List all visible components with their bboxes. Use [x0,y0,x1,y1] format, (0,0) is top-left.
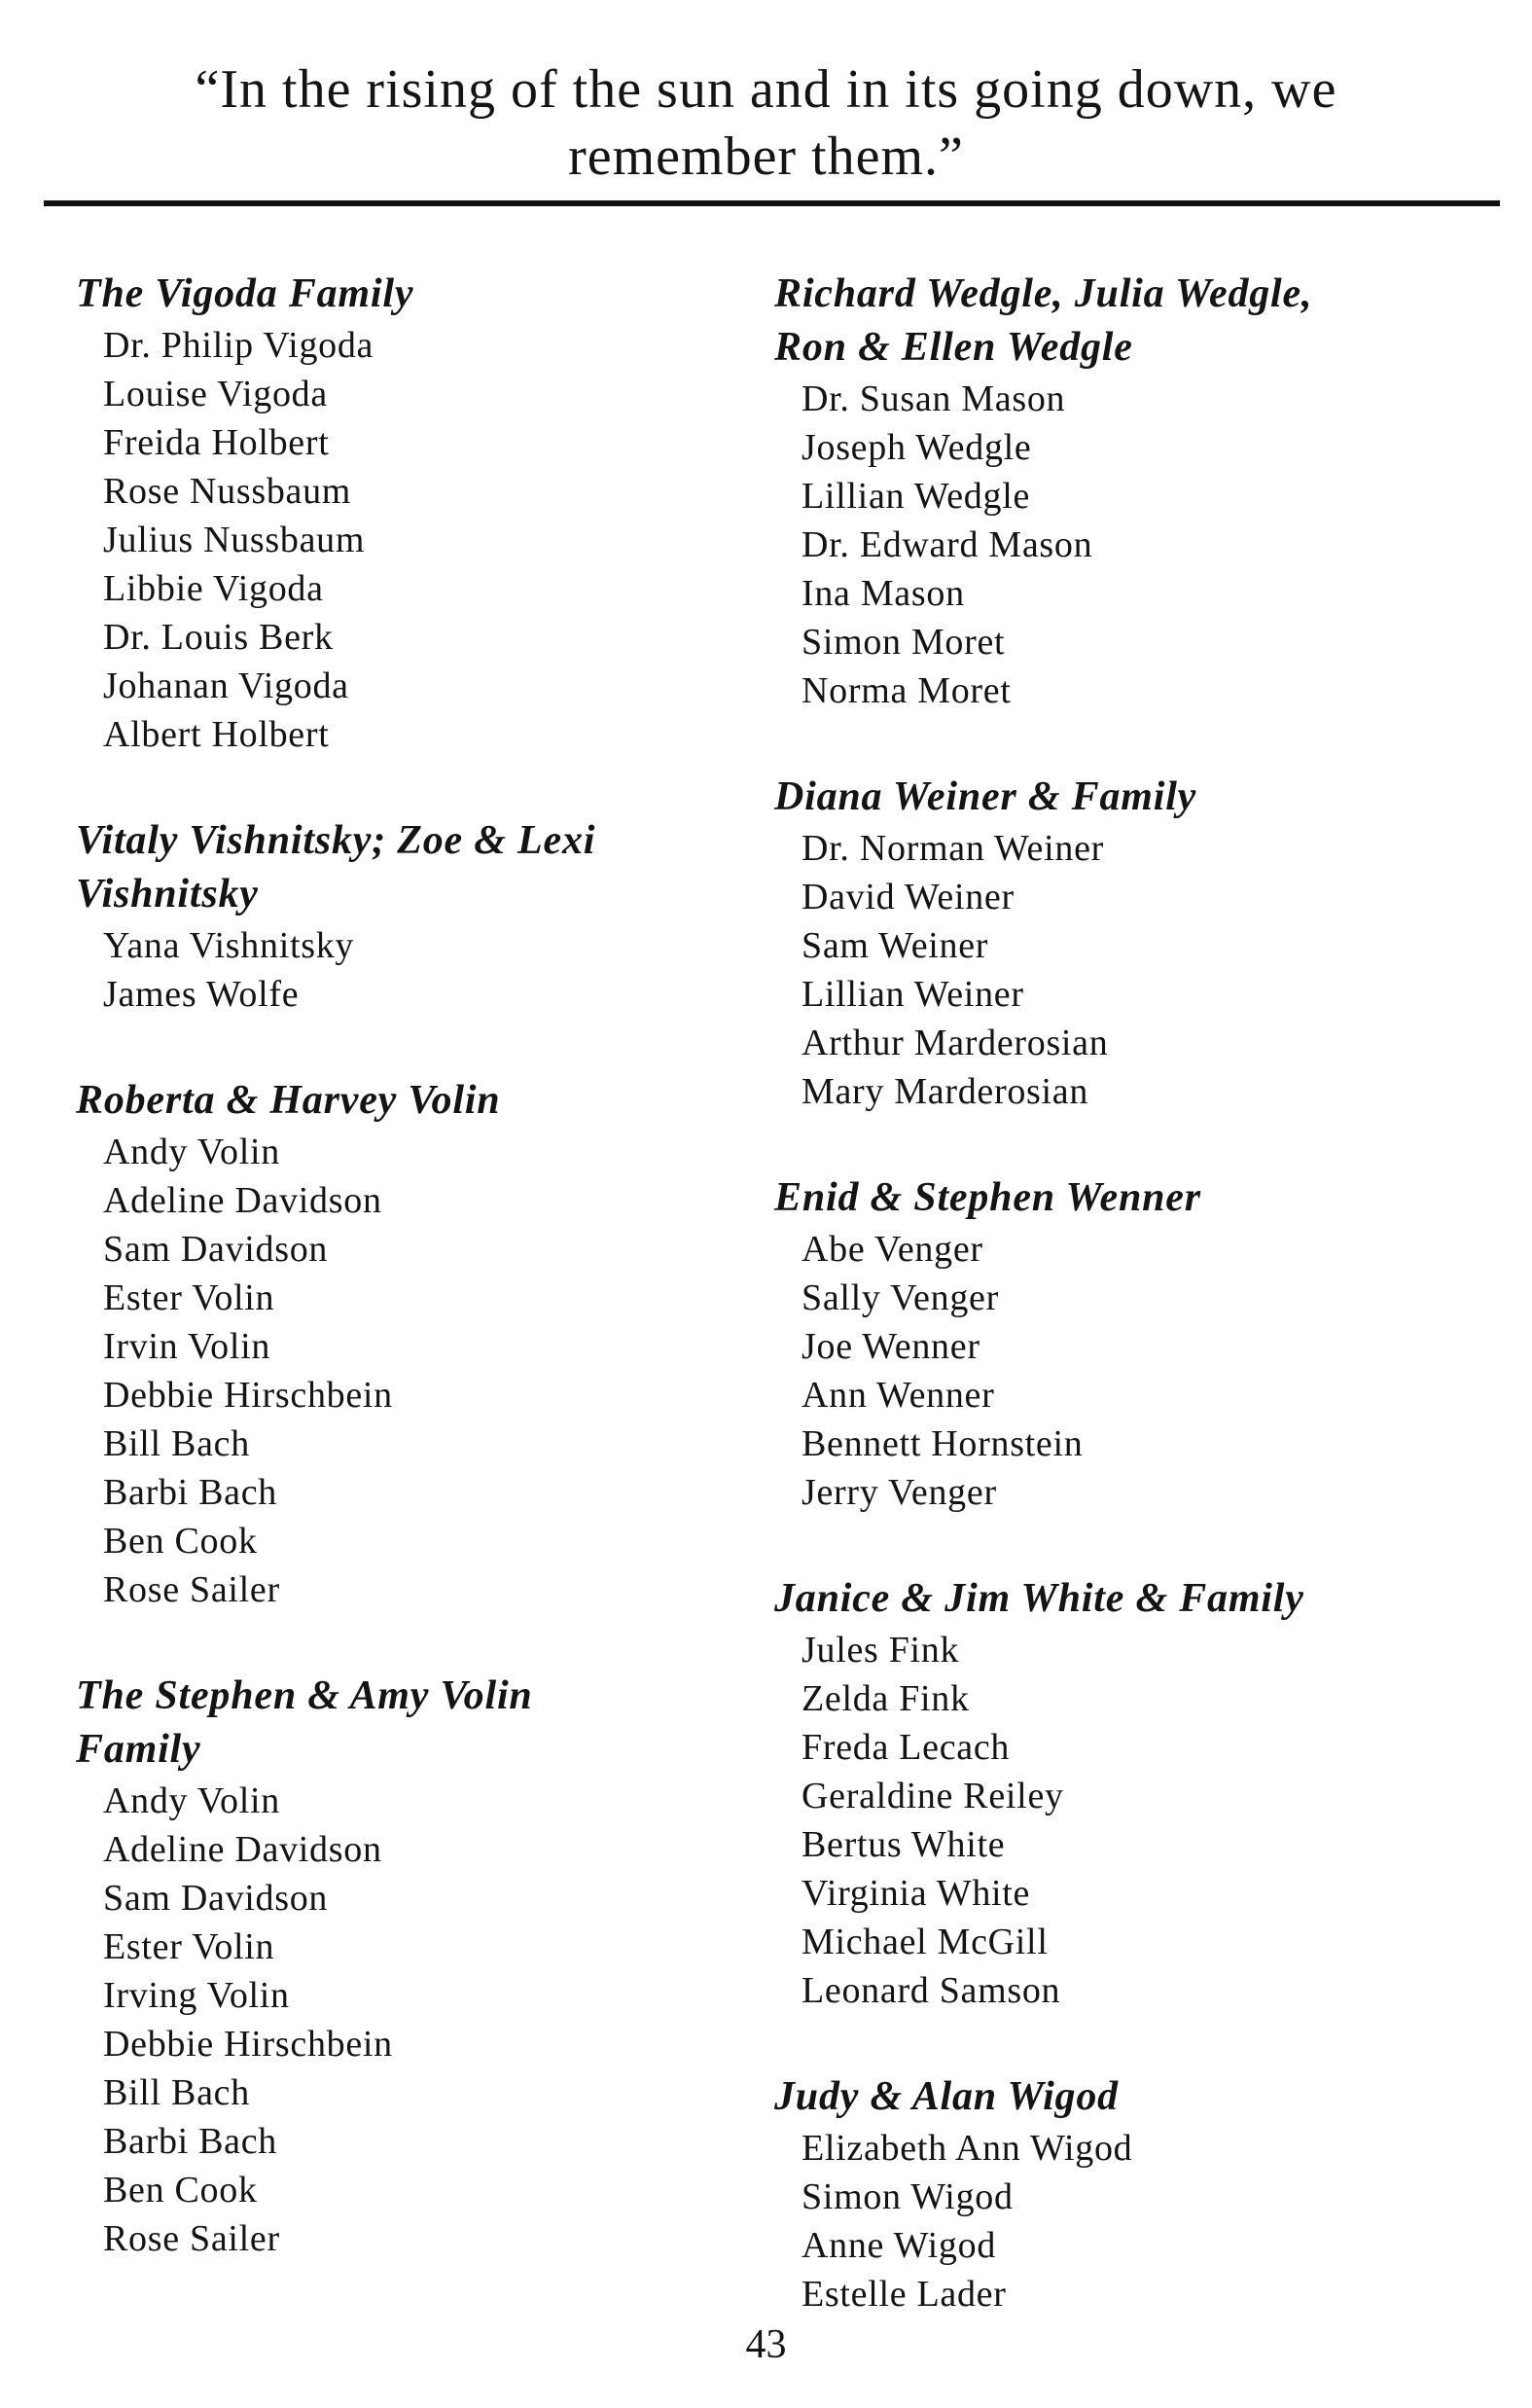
remembered-name: Debbie Hirschbein [103,2024,393,2065]
family-group-title: Richard Wedgle, Julia Wedgle, [774,271,1313,316]
family-group-title: The Vigoda Family [76,271,414,316]
remembered-name: Geraldine Reiley [802,1776,1064,1816]
remembered-name: Sam Davidson [103,1878,329,1919]
remembered-name: Joseph Wedgle [802,427,1032,468]
remembered-name: Adeline Davidson [103,1829,382,1870]
header-divider [44,200,1500,206]
family-group-title: Roberta & Harvey Volin [76,1078,501,1123]
remembered-name: Andy Volin [103,1780,280,1821]
memorial-quote [117,56,1415,191]
right-column [774,268,1455,2374]
remembered-name: Estelle Lader [802,2274,1007,2315]
family-group [774,268,1455,715]
remembered-name: Jerry Venger [802,1472,997,1513]
remembered-name: Albert Holbert [103,714,330,755]
family-group [774,1572,1455,2015]
remembered-name: Barbi Bach [103,1472,278,1513]
family-group [774,2070,1455,2318]
remembered-name: Irvin Volin [103,1326,271,1367]
remembered-name: Lillian Wedgle [802,476,1031,517]
remembered-name: Simon Wigod [802,2176,1014,2217]
remembered-name: Joe Wenner [802,1326,980,1367]
remembered-name: Rose Nussbaum [103,471,352,512]
remembered-name: Sam Weiner [802,925,989,966]
quote-line-2: remember them.” [568,126,964,187]
family-group [76,1670,698,2263]
remembered-name: Bill Bach [103,2072,250,2113]
remembered-name: Jules Fink [802,1630,960,1671]
family-group-title: Diana Weiner & Family [774,774,1197,819]
remembered-name: Dr. Louis Berk [103,617,334,658]
remembered-name: Ann Wenner [802,1375,995,1416]
remembered-name: Dr. Susan Mason [802,378,1066,419]
remembered-name: Anne Wigod [802,2225,997,2266]
remembered-name: Andy Volin [103,1132,280,1172]
remembered-name: James Wolfe [103,974,300,1015]
remembered-name: Sally Venger [802,1277,999,1318]
remembered-name: Bill Bach [103,1423,250,1464]
remembered-name: Yana Vishnitsky [103,925,355,966]
family-group [76,1074,698,1614]
remembered-name: Elizabeth Ann Wigod [802,2128,1133,2169]
family-group [774,1171,1455,1517]
remembered-name: Freda Lecach [802,1727,1011,1768]
remembered-name: Ester Volin [103,1277,275,1318]
remembered-name: Abe Venger [802,1229,983,1270]
remembered-name: Ben Cook [103,1521,258,1562]
remembered-name: Johanan Vigoda [103,665,349,706]
family-group-title: Vitaly Vishnitsky; Zoe & Lexi [76,818,596,863]
remembered-name: Lillian Weiner [802,974,1024,1015]
remembered-name: Julius Nussbaum [103,520,366,560]
family-group-title: Family [76,1727,201,1772]
remembered-name: Zelda Fink [802,1678,970,1719]
family-group-title: The Stephen & Amy Volin [76,1673,533,1718]
remembered-name: Dr. Philip Vigoda [103,325,374,366]
remembered-name: Dr. Norman Weiner [802,828,1105,869]
remembered-name: Debbie Hirschbein [103,1375,393,1416]
remembered-name: Louise Vigoda [103,374,328,414]
remembered-name: Freida Holbert [103,422,330,463]
remembered-name: Adeline Davidson [103,1180,382,1221]
remembered-name: Ester Volin [103,1926,275,1967]
remembered-name: Mary Marderosian [802,1071,1089,1112]
family-group-title: Janice & Jim White & Family [774,1576,1304,1621]
family-group [76,268,698,759]
remembered-name: Arthur Marderosian [802,1023,1109,1063]
remembered-name: Bennett Hornstein [802,1423,1084,1464]
remembered-name: Michael McGill [802,1922,1049,1962]
page-number: 43 [745,2322,787,2367]
family-group-title: Ron & Ellen Wedgle [774,325,1133,370]
remembered-name: Libbie Vigoda [103,568,324,609]
remembered-name: Norma Moret [802,670,1012,711]
remembered-name: Ina Mason [802,573,965,614]
family-group-title: Vishnitsky [76,872,259,916]
remembered-name: David Weiner [802,877,1015,917]
remembered-name: Bertus White [802,1824,1006,1865]
remembered-name: Ben Cook [103,2170,258,2210]
remembered-name: Rose Sailer [103,1569,280,1610]
remembered-name: Sam Davidson [103,1229,329,1270]
remembered-name: Dr. Edward Mason [802,524,1093,565]
remembered-name: Leonard Samson [802,1970,1061,2011]
family-group-title: Enid & Stephen Wenner [774,1175,1201,1220]
remembered-name: Irving Volin [103,1975,290,2016]
family-group-title: Judy & Alan Wigod [774,2074,1119,2119]
family-group [76,814,698,1019]
family-group [774,771,1455,1116]
remembered-name: Simon Moret [802,622,1006,663]
remembered-name: Virginia White [802,1873,1031,1914]
remembered-name: Barbi Bach [103,2121,278,2162]
remembered-name: Rose Sailer [103,2218,280,2259]
quote-line-1: “In the rising of the sun and in its going down, we [195,59,1337,120]
left-column [76,268,698,2318]
